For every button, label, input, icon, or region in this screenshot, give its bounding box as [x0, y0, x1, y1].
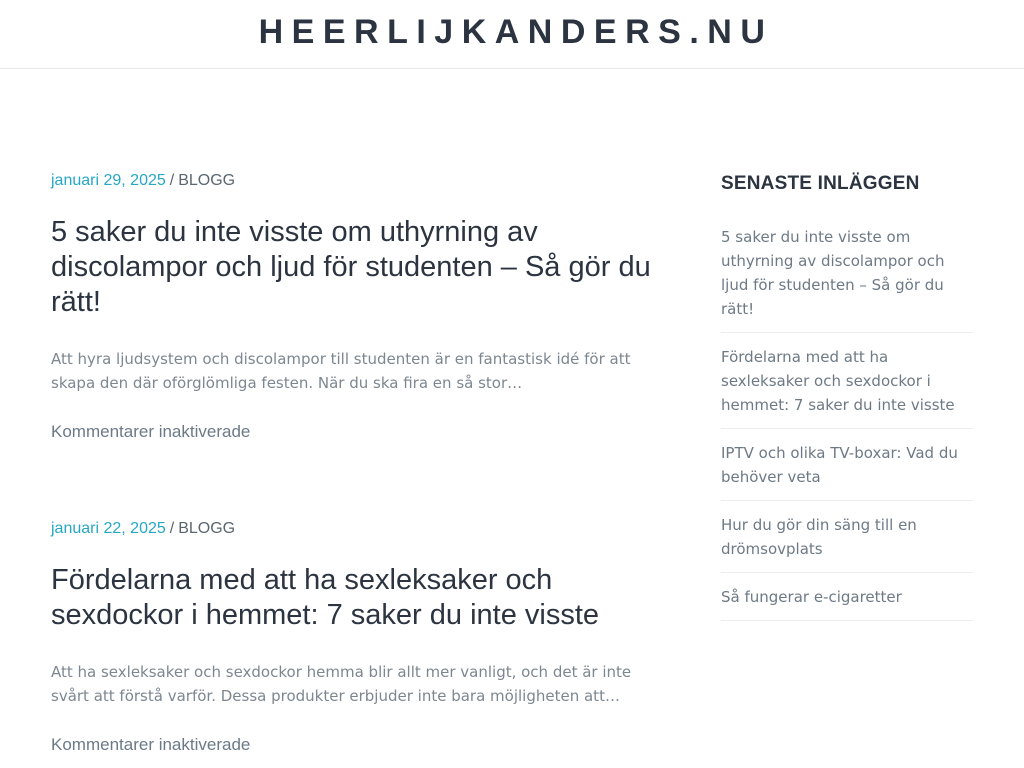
post-item [51, 518, 671, 755]
post-category-link[interactable]: BLOGG [178, 520, 236, 537]
post-date-link[interactable]: januari 29, 2025 [51, 172, 166, 189]
post-date-link[interactable]: januari 22, 2025 [51, 520, 166, 537]
list-item [721, 501, 973, 573]
list-item [721, 225, 973, 333]
post-category-link[interactable]: BLOGG [178, 172, 236, 189]
meta-separator: / [169, 520, 175, 537]
meta-separator: / [169, 172, 175, 189]
site-header [0, 0, 1024, 69]
recent-post-link[interactable]: Så fungerar e-cigaretter [721, 588, 902, 606]
recent-post-link[interactable]: IPTV och olika TV-boxar: Vad du behöver veta [721, 444, 958, 486]
post-meta [51, 170, 671, 192]
list-item [721, 333, 973, 429]
post-title-link[interactable]: Fördelarna med att ha sexleksaker och sexdockor i hemmet: 7 saker du inte visste [51, 564, 600, 631]
post-list [51, 170, 671, 755]
site-title-link[interactable]: HEERLIJKANDERS.NU [258, 12, 774, 51]
post-item [51, 170, 671, 442]
post-meta [51, 518, 671, 540]
recent-post-link[interactable]: Hur du gör din säng till en drömsovplats [721, 516, 917, 558]
list-item [721, 429, 973, 501]
sidebar [721, 170, 973, 621]
post-comments-link[interactable]: Kommentarer inaktiverade [51, 422, 251, 441]
recent-posts-list [721, 225, 973, 621]
post-comments-link[interactable]: Kommentarer inaktiverade [51, 735, 251, 754]
post-excerpt: Att hyra ljudsystem och discolampor till studenten är en fantastisk idé för att skapa den där oförglömliga festen. När du ska fira en så stor… [51, 350, 631, 392]
recent-post-link[interactable]: 5 saker du inte visste om uthyrning av discolampor och ljud för studenten – Så gör du rätt! [721, 228, 945, 318]
widget-title-recent-posts: SENASTE INLÄGGEN [721, 173, 920, 194]
post-excerpt: Att ha sexleksaker och sexdockor hemma blir allt mer vanligt, och det är inte svårt att förstå varför. Dessa produkter erbjuder inte bara möjligheten att… [51, 663, 632, 705]
recent-post-link[interactable]: Fördelarna med att ha sexleksaker och sexdockor i hemmet: 7 saker du inte visste [721, 348, 955, 414]
list-item [721, 573, 973, 621]
post-title-link[interactable]: 5 saker du inte visste om uthyrning av discolampor och ljud för studenten – Så gör du rätt! [51, 216, 651, 318]
